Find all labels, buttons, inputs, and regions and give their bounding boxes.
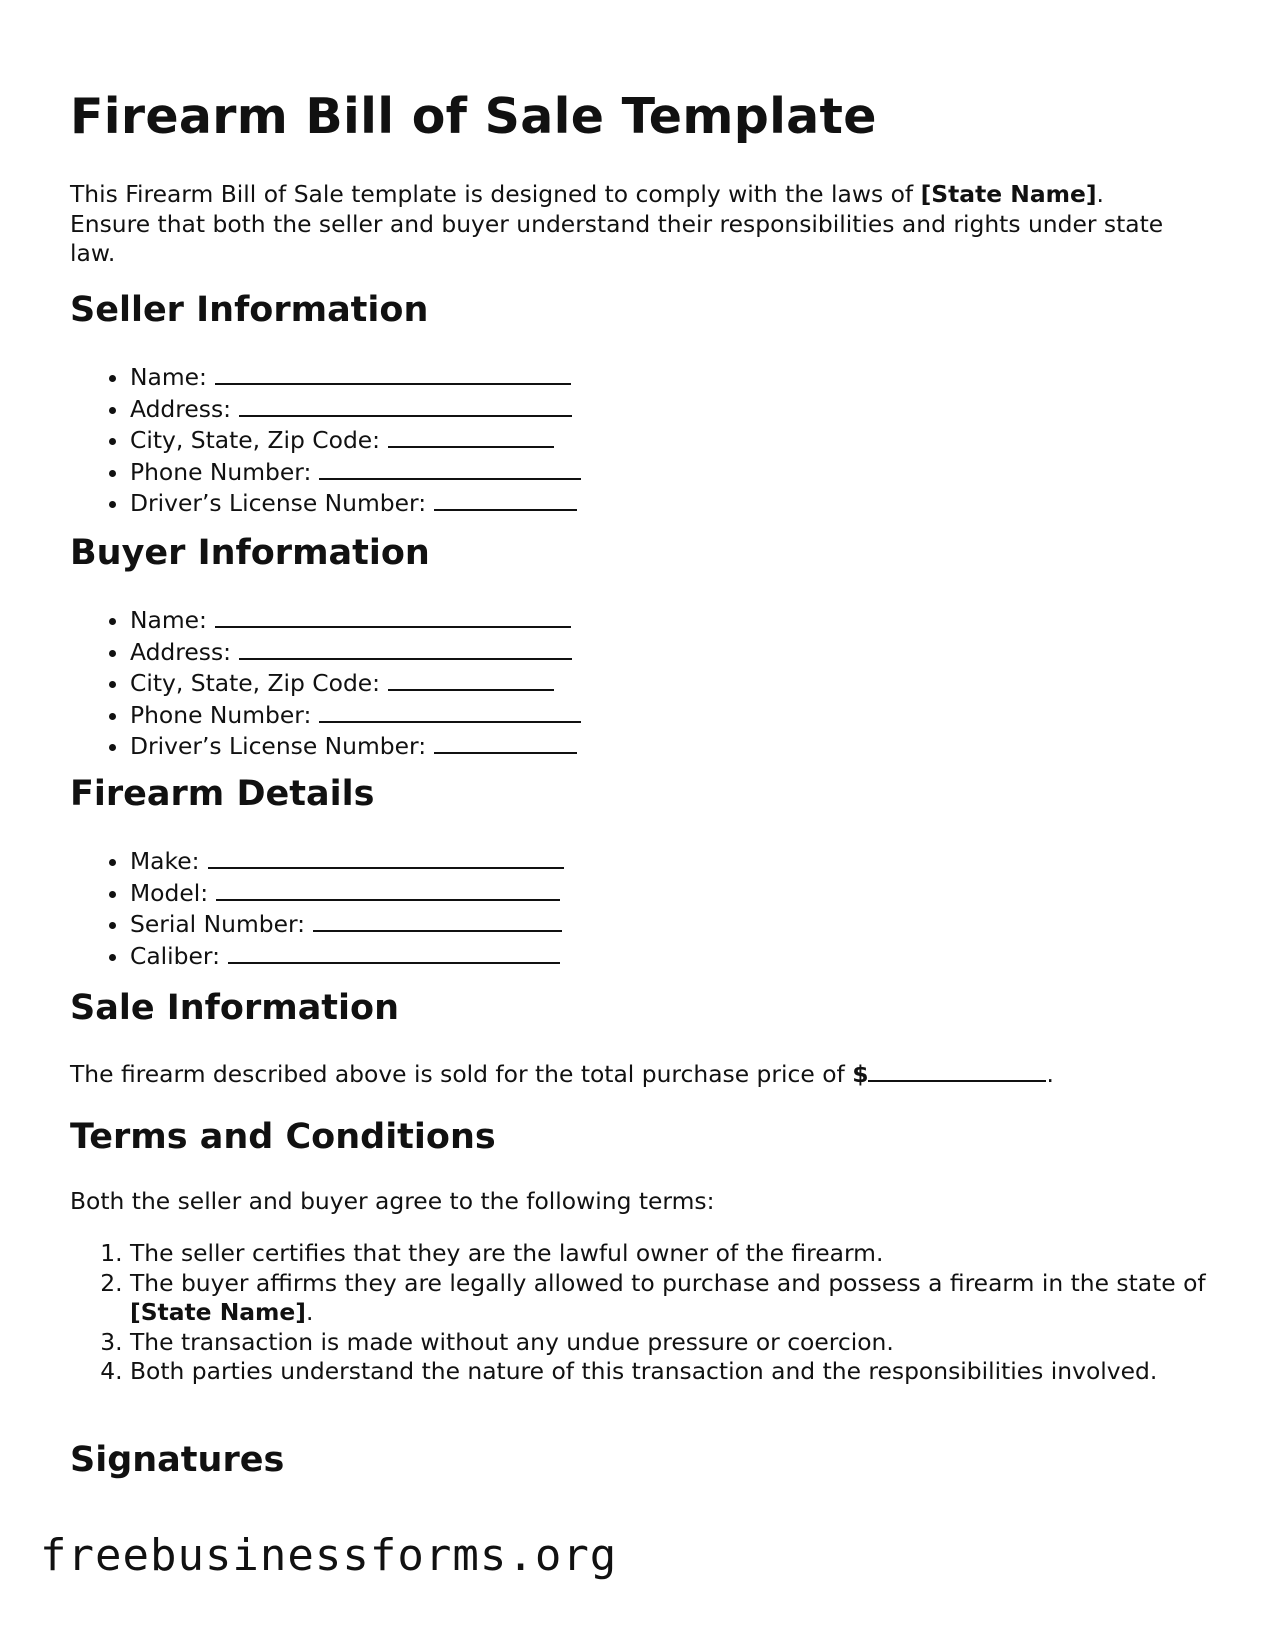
firearm-heading: Firearm Details <box>70 774 375 814</box>
terms-heading: Terms and Conditions <box>70 1117 496 1157</box>
firearm-serial-field[interactable] <box>130 908 564 940</box>
seller-city-field[interactable] <box>130 424 581 456</box>
blank-line[interactable] <box>434 487 577 511</box>
sale-text: The firearm described above is sold for the total purchase price of <box>70 1060 853 1088</box>
field-label: Driver’s License Number: <box>130 732 427 760</box>
seller-phone-field[interactable] <box>130 456 581 488</box>
blank-line[interactable] <box>388 424 554 448</box>
blank-line[interactable] <box>208 845 564 869</box>
field-label: Model: <box>130 878 209 907</box>
intro-state-name: [State Name] <box>920 180 1097 208</box>
blank-line[interactable] <box>319 699 581 723</box>
seller-address-field[interactable] <box>130 393 581 425</box>
sale-paragraph <box>70 1058 1054 1090</box>
seller-license-field[interactable] <box>130 487 581 519</box>
field-label: Address: <box>130 637 232 666</box>
field-label: City, State, Zip Code: <box>130 426 381 454</box>
intro-paragraph <box>70 180 1180 269</box>
firearm-fields <box>70 845 564 971</box>
term-end: . <box>305 1298 314 1326</box>
term-item: 4. Both parties understand the nature of this transaction and the responsibilities involved. <box>130 1357 1230 1387</box>
terms-intro: Both the seller and buyer agree to the following terms: <box>70 1187 715 1215</box>
firearm-model-field[interactable] <box>130 877 564 909</box>
field-label: Phone Number: <box>130 457 312 486</box>
blank-line[interactable] <box>434 730 577 754</box>
blank-line[interactable] <box>215 361 571 385</box>
signatures-heading: Signatures <box>70 1440 285 1480</box>
sale-end: . <box>1046 1060 1054 1088</box>
field-label: Make: <box>130 847 200 875</box>
field-label: Phone Number: <box>130 700 312 729</box>
field-label: Address: <box>130 394 232 423</box>
terms-list <box>70 1239 1230 1387</box>
blank-line[interactable] <box>313 908 562 932</box>
term-text: The buyer affirms they are legally allowed to purchase and possess a firearm in the state of <box>130 1268 1206 1297</box>
buyer-license-field[interactable] <box>130 730 581 762</box>
term-item <box>130 1269 1230 1328</box>
blank-line[interactable] <box>239 636 572 660</box>
seller-heading: Seller Information <box>70 290 429 330</box>
buyer-phone-field[interactable] <box>130 699 581 731</box>
buyer-heading: Buyer Information <box>70 533 430 573</box>
currency-symbol: $ <box>852 1060 869 1088</box>
blank-line[interactable] <box>239 393 572 417</box>
blank-line[interactable] <box>216 877 560 901</box>
buyer-fields <box>70 604 581 762</box>
price-blank[interactable] <box>868 1058 1046 1082</box>
field-label: Driver’s License Number: <box>130 489 427 517</box>
blank-line[interactable] <box>228 940 560 964</box>
firearm-make-field[interactable] <box>130 845 564 877</box>
buyer-address-field[interactable] <box>130 636 581 668</box>
sale-heading: Sale Information <box>70 988 399 1028</box>
term-item: 3. The transaction is made without any undue pressure or coercion. <box>130 1328 1230 1358</box>
buyer-city-field[interactable] <box>130 667 581 699</box>
field-label: Caliber: <box>130 941 220 970</box>
field-label: City, State, Zip Code: <box>130 669 381 697</box>
page-title: Firearm Bill of Sale Template <box>70 88 877 145</box>
blank-line[interactable] <box>388 667 554 691</box>
term-state-name: [State Name] <box>130 1298 306 1326</box>
field-label: Serial Number: <box>130 910 306 938</box>
field-label: Name: <box>130 606 207 634</box>
buyer-name-field[interactable] <box>130 604 581 636</box>
seller-name-field[interactable] <box>130 361 581 393</box>
term-item: 1. The seller certifies that they are the lawful owner of the firearm. <box>130 1239 1230 1269</box>
field-label: Name: <box>130 363 207 391</box>
seller-fields <box>70 361 581 519</box>
blank-line[interactable] <box>215 604 571 628</box>
watermark-text: freebusinessforms.org <box>40 1530 618 1581</box>
firearm-caliber-field[interactable] <box>130 940 564 972</box>
intro-text-2: . Ensure that both the seller and buyer understand their responsibilities and rights under state law. <box>70 180 1164 267</box>
intro-text-1: This Firearm Bill of Sale template is designed to comply with the laws of <box>70 180 921 208</box>
blank-line[interactable] <box>319 456 581 480</box>
